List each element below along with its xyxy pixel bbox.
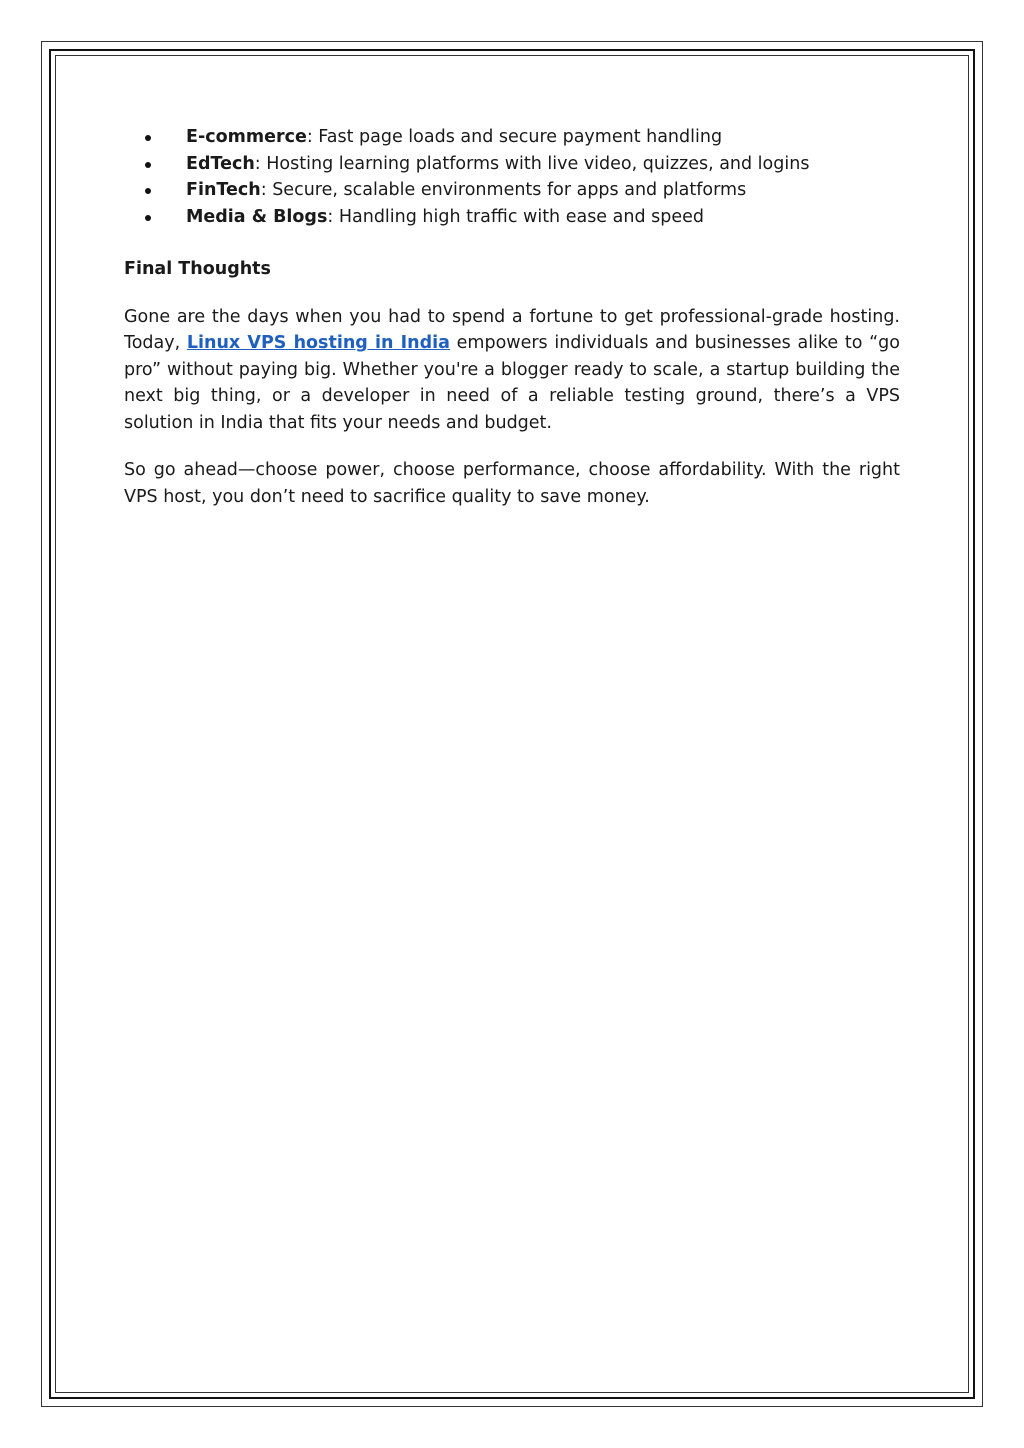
document-content bbox=[124, 124, 900, 510]
use-case-list bbox=[124, 124, 900, 230]
paragraph-text-before-link: Gone are the days when you had to spend a fortune to get professional-grade hosting. Today, bbox=[124, 306, 900, 353]
list-item bbox=[124, 204, 900, 231]
list-item bbox=[124, 124, 900, 151]
list-item-term: EdTech bbox=[186, 153, 255, 174]
list-item-text: Handling high traffic with ease and speed bbox=[333, 206, 704, 227]
section-heading: Final Thoughts bbox=[124, 259, 271, 279]
list-item-text: Hosting learning platforms with live video, quizzes, and logins bbox=[260, 153, 810, 174]
bullet-icon bbox=[145, 215, 151, 221]
paragraph-final-thoughts bbox=[124, 304, 900, 437]
list-item-separator: : bbox=[306, 127, 313, 147]
list-item-separator: : bbox=[254, 153, 261, 174]
list-item-separator: : bbox=[327, 206, 334, 227]
list-item-text: Fast page loads and secure payment handling bbox=[312, 127, 723, 147]
linux-vps-hosting-link[interactable]: Linux VPS hosting in India bbox=[186, 333, 450, 353]
list-item-text: Secure, scalable environments for apps and platforms bbox=[266, 180, 747, 200]
paragraph-text-after-link: empowers individuals and businesses alike to “go pro” without paying big. Whether you're a blogger ready to scale, a startup building the next big thing, or a developer in need of a reliable testing ground, there’s a VPS solution in India that fits your needs and budget. bbox=[124, 333, 900, 433]
list-item-separator: : bbox=[260, 180, 267, 200]
bullet-icon bbox=[145, 162, 151, 168]
list-item-term: E-commerce bbox=[186, 127, 307, 147]
bullet-icon bbox=[145, 188, 151, 194]
paragraph-closing: So go ahead—choose power, choose performance, choose affordability. With the right VPS host, you don’t need to sacrifice quality to save money. bbox=[124, 460, 900, 507]
list-item bbox=[124, 151, 900, 178]
list-item-term: FinTech bbox=[186, 180, 261, 200]
list-item bbox=[124, 177, 900, 204]
list-item-term: Media & Blogs bbox=[186, 206, 328, 227]
bullet-icon bbox=[145, 135, 151, 141]
